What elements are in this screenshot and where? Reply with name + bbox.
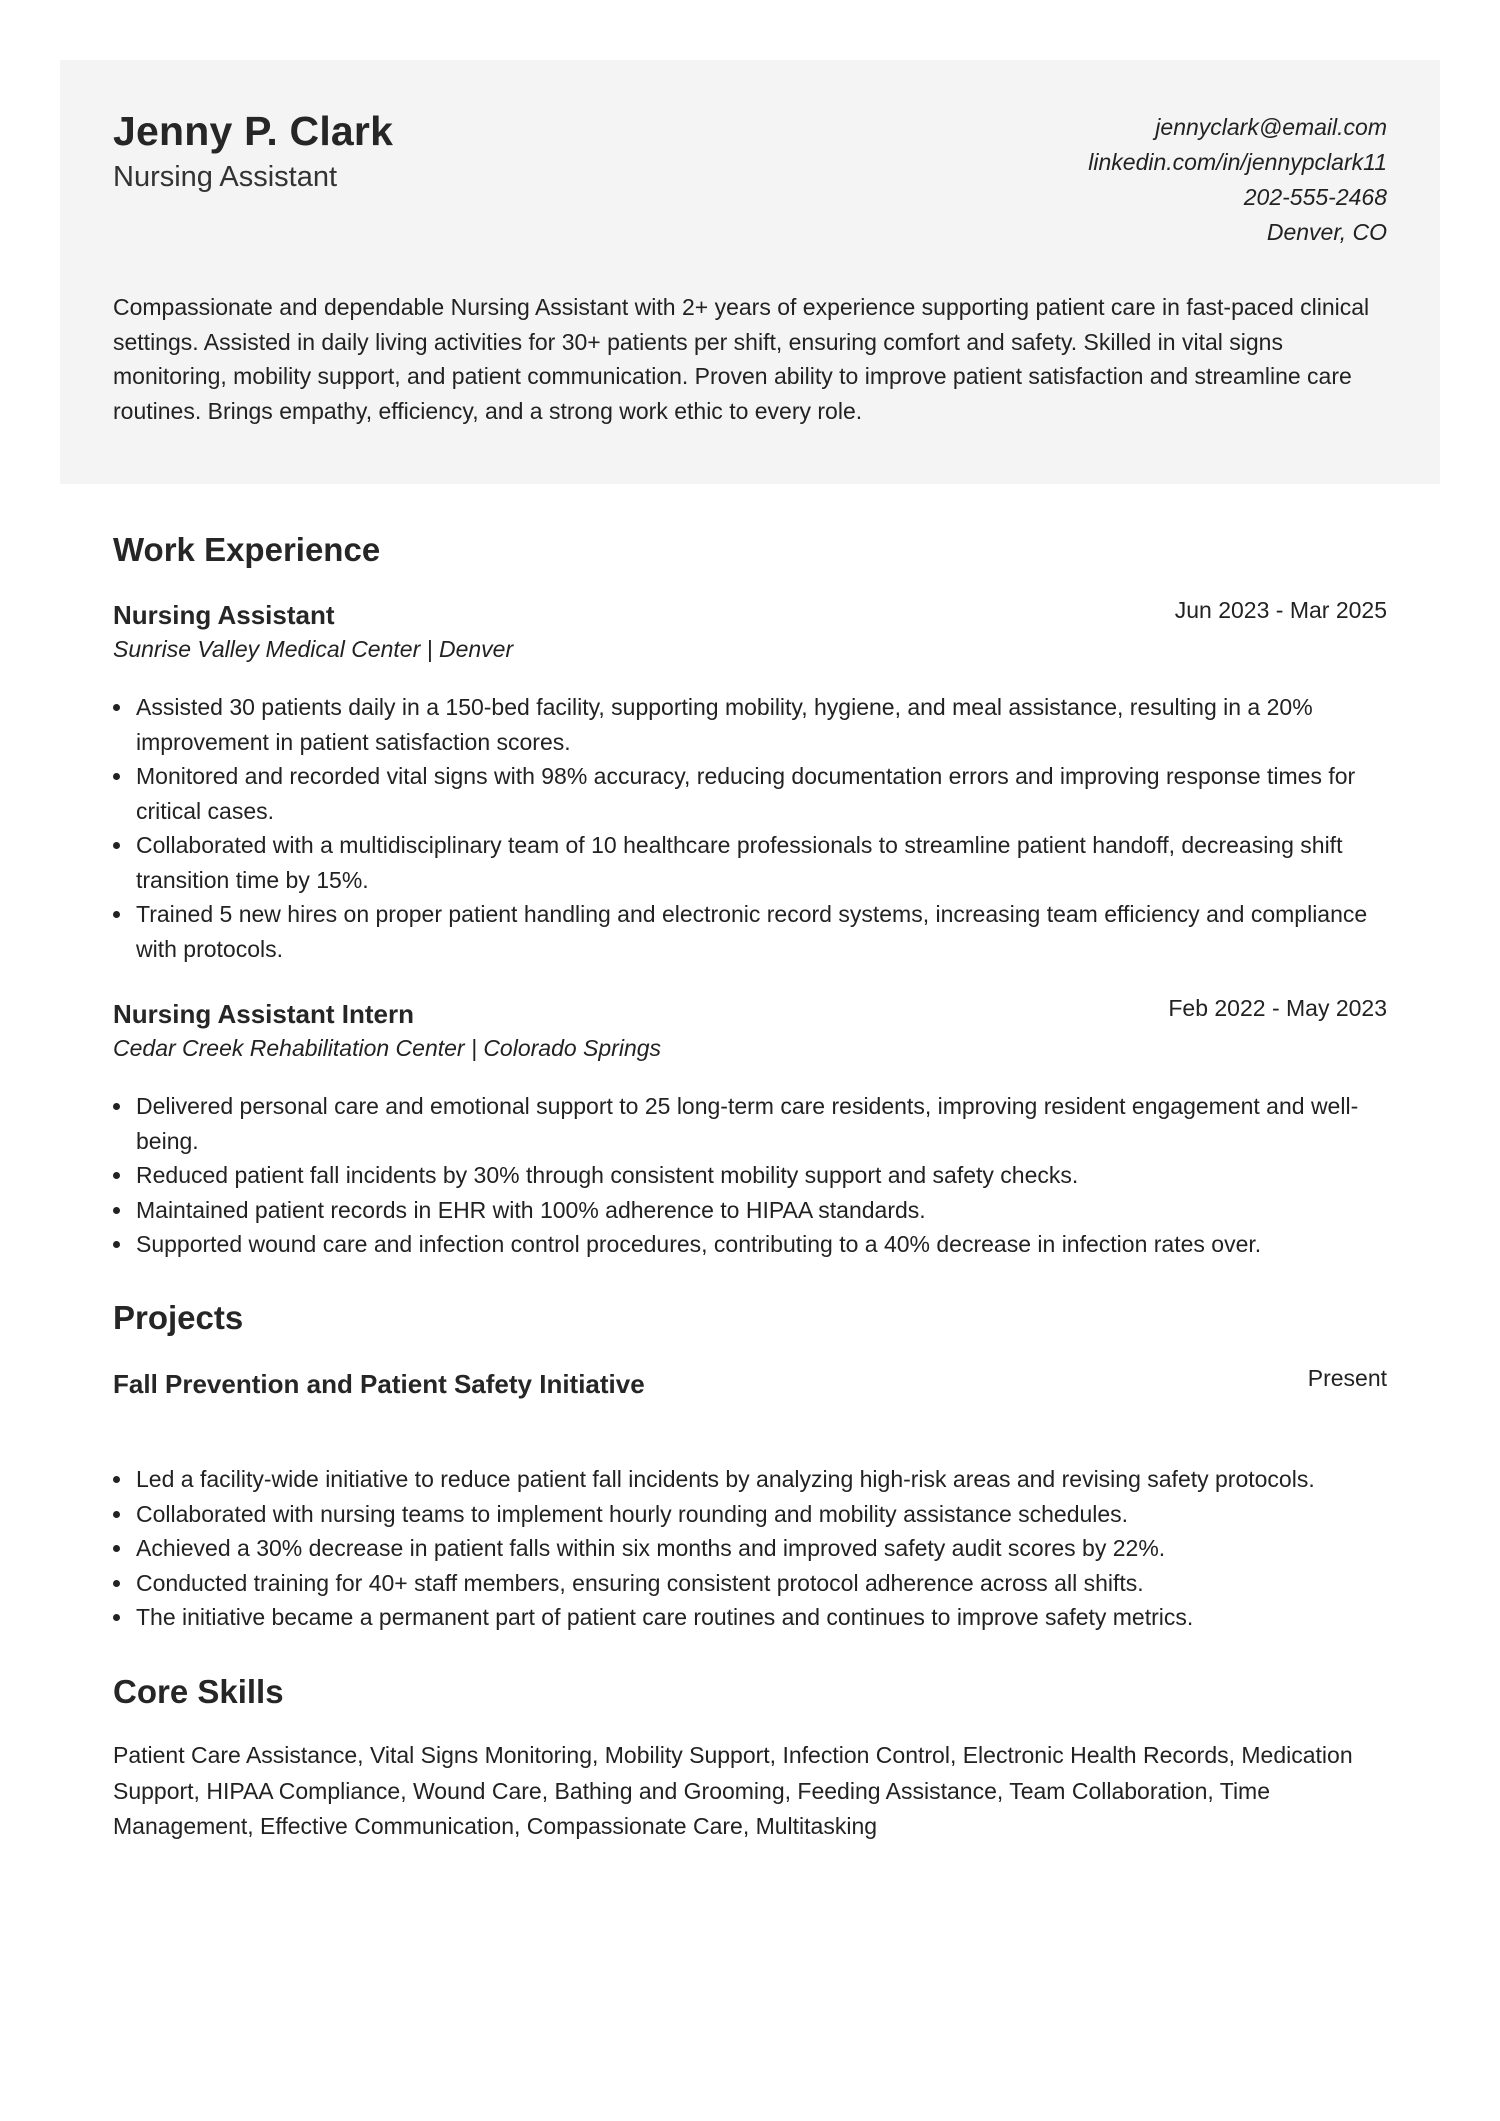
list-item: The initiative became a permanent part of patient care routines and continues to improve safety metrics. <box>113 1600 1393 1635</box>
contact-linkedin[interactable]: linkedin.com/in/jennypclark11 <box>1088 149 1387 175</box>
list-item: Trained 5 new hires on proper patient handling and electronic record systems, increasing team efficiency and compliance with protocols. <box>113 897 1393 966</box>
job-title: Nursing Assistant <box>113 600 335 630</box>
list-item: Monitored and recorded vital signs with 98% accuracy, reducing documentation errors and improving response times for critical cases. <box>113 759 1393 828</box>
contact-block <box>1088 110 1387 250</box>
list-item: Maintained patient records in EHR with 100% adherence to HIPAA standards. <box>113 1193 1393 1228</box>
job-title: Nursing Assistant Intern <box>113 999 414 1029</box>
core-skills-list: Patient Care Assistance, Vital Signs Monitoring, Mobility Support, Infection Control, Electronic Health Records, Medication Support, HIPAA Compliance, Wound Care, Bathing and Grooming, Feeding Assistance, Team Collaboration, Time Management, Effective Communication, Compassionate Care, Multitasking <box>113 1742 1353 1839</box>
project-title: Fall Prevention and Patient Safety Initiative <box>113 1369 645 1399</box>
list-item: Collaborated with a multidisciplinary team of 10 healthcare professionals to streamline patient handoff, decreasing shift transition time by 15%. <box>113 828 1393 897</box>
section-heading-projects: Projects <box>113 1299 244 1336</box>
list-item: Supported wound care and infection control procedures, contributing to a 40% decrease in infection rates over. <box>113 1227 1393 1262</box>
section-heading-core-skills: Core Skills <box>113 1673 284 1710</box>
contact-location: Denver, CO <box>1266 219 1387 245</box>
project-bullets <box>113 1462 1393 1635</box>
list-item: Conducted training for 40+ staff members, ensuring consistent protocol adherence across all shifts. <box>113 1566 1393 1601</box>
contact-phone: 202-555-2468 <box>1243 184 1387 210</box>
contact-email[interactable]: jennyclark@email.com <box>1155 114 1387 140</box>
project-dates: Present <box>1307 1365 1387 1391</box>
job-company: Cedar Creek Rehabilitation Center | Colorado Springs <box>113 1035 662 1061</box>
list-item: Led a facility-wide initiative to reduce patient fall incidents by analyzing high-risk areas and revising safety protocols. <box>113 1462 1393 1497</box>
section-heading-work-experience: Work Experience <box>113 531 381 568</box>
candidate-name: Jenny P. Clark <box>113 108 394 154</box>
list-item: Delivered personal care and emotional support to 25 long-term care residents, improving resident engagement and well-being. <box>113 1089 1393 1158</box>
header-panel <box>60 60 1440 484</box>
job-dates: Jun 2023 - Mar 2025 <box>1174 597 1387 623</box>
list-item: Assisted 30 patients daily in a 150-bed facility, supporting mobility, hygiene, and meal assistance, resulting in a 20% improvement in patient satisfaction scores. <box>113 690 1393 759</box>
list-item: Achieved a 30% decrease in patient falls within six months and improved safety audit scores by 22%. <box>113 1531 1393 1566</box>
professional-summary: Compassionate and dependable Nursing Assistant with 2+ years of experience supporting patient care in fast-paced clinical settings. Assisted in daily living activities for 30+ patients per shift, ensuring comfort and safety. Skilled in vital signs monitoring, mobility support, and patient communication. Proven ability to improve patient satisfaction and streamline care routines. Brings empathy, efficiency, and a strong work ethic to every role. <box>113 294 1370 424</box>
job-bullets <box>113 690 1393 966</box>
list-item: Collaborated with nursing teams to implement hourly rounding and mobility assistance schedules. <box>113 1497 1393 1532</box>
job-dates: Feb 2022 - May 2023 <box>1168 995 1387 1021</box>
list-item: Reduced patient fall incidents by 30% through consistent mobility support and safety checks. <box>113 1158 1393 1193</box>
job-company: Sunrise Valley Medical Center | Denver <box>113 636 514 662</box>
job-bullets <box>113 1089 1393 1262</box>
candidate-title: Nursing Assistant <box>113 161 338 193</box>
